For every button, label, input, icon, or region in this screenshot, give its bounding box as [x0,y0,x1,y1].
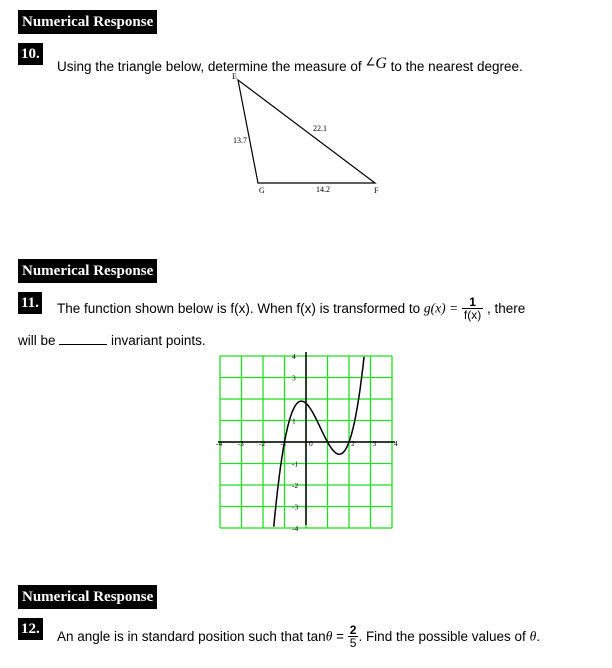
angle-symbol: ∠ [365,56,376,69]
question-text-start: Using the triangle below, determine the measure of [57,59,362,74]
equals-sign: = [336,629,344,644]
fraction-denominator: f(x) [463,308,482,322]
question-text-end: , there [486,301,526,316]
section-header: Numerical Response [18,585,157,609]
fraction-numerator: 1 [462,296,483,309]
x-tick-label: -1 [280,439,287,448]
g-of-x: g(x) = [423,300,459,316]
fraction-denominator: 5 [349,636,357,650]
x-tick-label: 2 [351,439,355,448]
question-text-line2 [18,332,206,348]
x-tick-label: -2 [259,439,266,448]
x-tick-label: 4 [394,439,398,448]
question-number: 10. [18,43,43,65]
y-tick-label: -3 [292,502,299,512]
question-text [57,55,523,74]
side-label-ef: 22.1 [313,124,327,133]
tick-labels [216,352,398,533]
y-tick-label: 1 [292,416,296,426]
question-text [57,296,525,321]
question-text-end: . Find the possible values of [358,629,526,644]
x-tick-label: -4 [216,439,223,448]
question-number: 12. [18,618,43,640]
vertex-label-e: E [232,72,237,81]
side-label-eg: 13.7 [233,136,247,145]
section-header: Numerical Response [18,10,157,34]
theta-symbol-2: θ [529,628,537,644]
question-text-end: to the nearest degree. [390,59,523,74]
x-tick-label: -3 [237,439,244,448]
theta-symbol: θ [325,628,333,644]
y-tick-label: -4 [292,524,299,533]
side-label-gf: 14.2 [316,185,330,194]
answer-blank [59,332,107,345]
function-curve [274,357,364,527]
vertex-label-g: G [259,186,265,195]
question-text-line2-end: invariant points. [111,333,206,348]
graph-grid [220,356,392,528]
y-tick-label: 4 [292,352,296,361]
question-text-start: An angle is in standard position such that tan [57,629,326,644]
fraction [462,296,483,321]
x-tick-label: 0 [309,439,313,448]
y-tick-label: -2 [292,481,299,490]
period: . [536,629,540,644]
section-header: Numerical Response [18,259,157,283]
vertex-label-f: F [374,186,379,195]
x-tick-label: 3 [372,439,377,448]
y-tick-label: 3 [292,373,296,383]
triangle-shape [238,80,375,183]
fraction [348,624,359,649]
question-text [57,624,540,649]
question-text-start: The function shown below is f(x). When f(x) is transformed to [57,301,421,316]
fraction-numerator: 2 [349,623,357,637]
question-text-line2-start: will be [18,333,56,348]
question-number: 11. [18,292,42,314]
angle-variable: G [375,55,387,72]
y-tick-label: -1 [292,459,299,469]
